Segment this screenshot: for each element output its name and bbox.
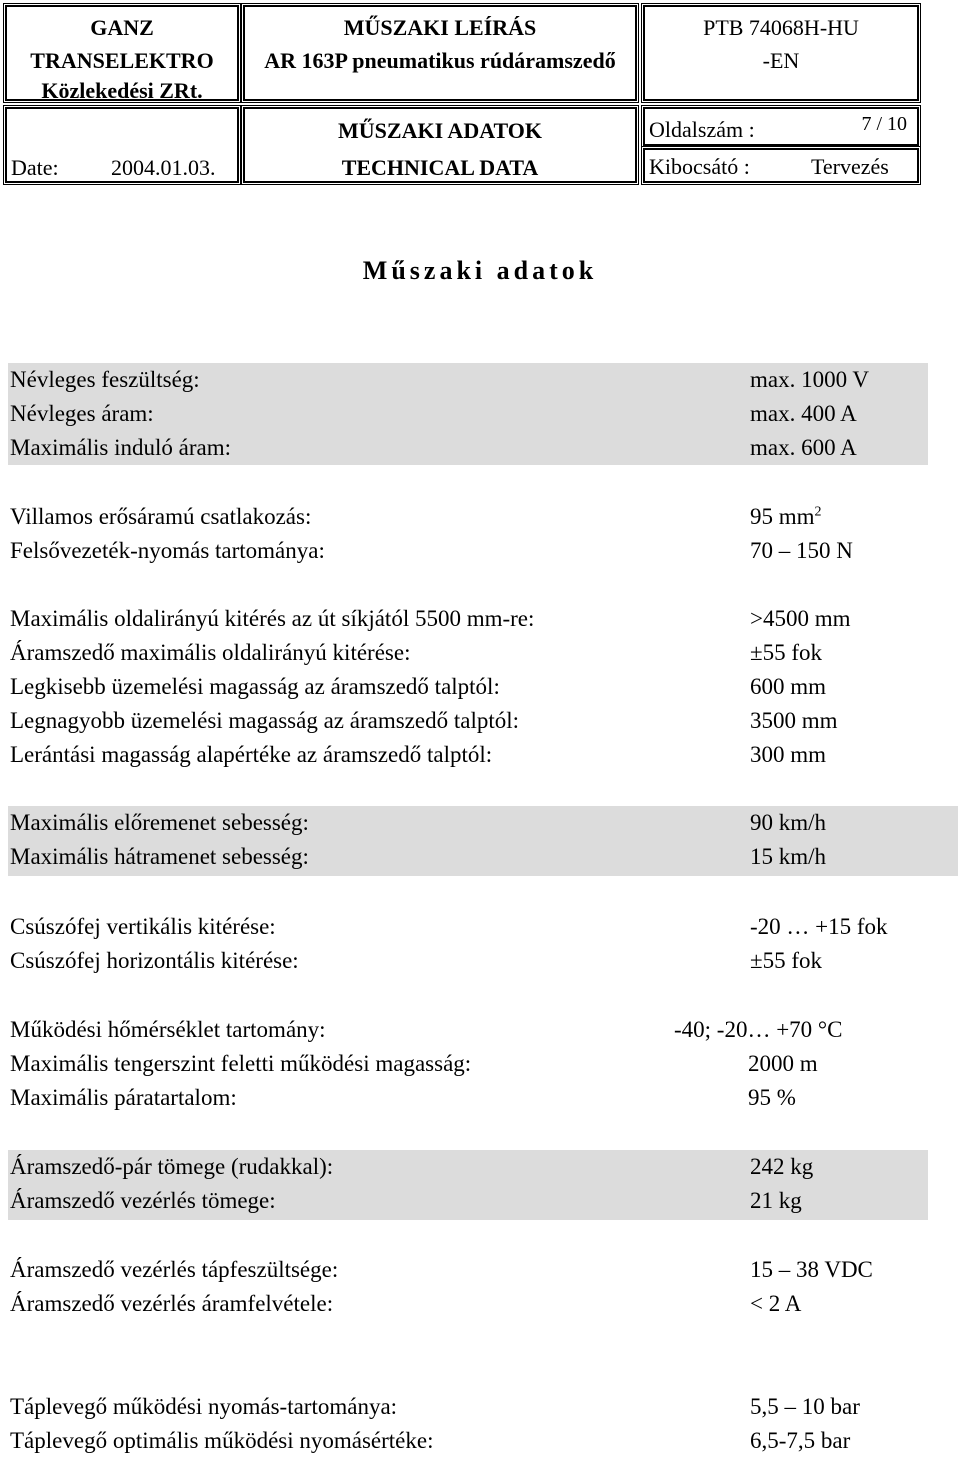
- doc-type-cell: [243, 5, 637, 101]
- row-value: [750, 602, 851, 636]
- row-value-text: 21 kg: [750, 1188, 802, 1213]
- row-value: [750, 500, 822, 534]
- company-line-1: GANZ: [90, 15, 154, 40]
- row-value-text: max. 600 A: [750, 435, 857, 460]
- page-number: 7 / 10: [861, 113, 907, 135]
- data-row: [10, 500, 950, 534]
- data-row: [10, 397, 950, 431]
- data-row: [10, 1424, 950, 1458]
- row-value-text: ±55 fok: [750, 948, 823, 973]
- row-value: [750, 363, 869, 397]
- row-value-text: max. 1000 V: [750, 367, 870, 392]
- row-value-text: 15 – 38 VDC: [750, 1257, 873, 1282]
- row-value: [750, 738, 826, 772]
- row-value-text: max. 400 A: [750, 401, 857, 426]
- row-value: [750, 1424, 850, 1458]
- date-value: 2004.01.03.: [111, 155, 216, 180]
- row-label: Maximális oldalirányú kitérés az út síkjától 5500 mm-re:: [10, 606, 535, 631]
- row-value-text: 15 km/h: [750, 844, 827, 869]
- row-value: [750, 910, 888, 944]
- row-value: [750, 670, 826, 704]
- data-row: [10, 910, 950, 944]
- data-row: [10, 1253, 950, 1287]
- data-row: [10, 1390, 950, 1424]
- row-label: Áramszedő vezérlés áramfelvétele:: [10, 1291, 334, 1316]
- data-row: [10, 1047, 950, 1081]
- row-value: [750, 1184, 802, 1218]
- row-value-text: ±55 fok: [750, 640, 823, 665]
- row-value: [750, 1150, 813, 1184]
- row-label: Villamos erősáramú csatlakozás:: [10, 504, 312, 529]
- row-value-text: 90 km/h: [750, 810, 827, 835]
- row-label: Maximális hátramenet sebesség:: [10, 844, 309, 869]
- row-label: Lerántási magasság alapértéke az áramszedő talptól:: [10, 742, 493, 767]
- row-value: [750, 944, 822, 978]
- data-row: [10, 431, 950, 465]
- data-row: [10, 738, 950, 772]
- row-value-text: 3500 mm: [750, 708, 838, 733]
- row-label: Maximális páratartalom:: [10, 1085, 237, 1110]
- row-label: Áramszedő-pár tömege (rudakkal):: [10, 1154, 334, 1179]
- doc-type: MŰSZAKI LEÍRÁS: [343, 15, 537, 40]
- issuer-value: Tervezés: [811, 154, 889, 179]
- doc-code-cell: [643, 5, 919, 101]
- data-row: [10, 1013, 950, 1047]
- data-row: [10, 636, 950, 670]
- row-value-text: < 2 A: [750, 1291, 802, 1316]
- row-label: Névleges feszültség:: [10, 367, 200, 392]
- row-label: Táplevegő működési nyomás-tartománya:: [10, 1394, 398, 1419]
- row-value: [750, 1287, 801, 1321]
- data-row: [10, 1184, 950, 1218]
- row-value: [674, 1013, 842, 1047]
- row-value-text: 600 mm: [750, 674, 827, 699]
- row-value-text: 2000 m: [748, 1051, 818, 1076]
- row-label: Csúszófej horizontális kitérése:: [10, 948, 299, 973]
- data-row: [10, 534, 950, 568]
- data-row: [10, 602, 950, 636]
- row-value: [748, 1081, 796, 1115]
- company-line-2: TRANSELEKTRO: [30, 48, 214, 73]
- row-value: [750, 636, 822, 670]
- row-value: [750, 840, 826, 874]
- data-row: [10, 1150, 950, 1184]
- row-label: Csúszófej vertikális kitérése:: [10, 914, 276, 939]
- row-value: [750, 431, 857, 465]
- data-row: [10, 1081, 950, 1115]
- row-value-text: 242 kg: [750, 1154, 814, 1179]
- date-cell: [5, 107, 239, 183]
- section-title-hu: MŰSZAKI ADATOK: [338, 118, 542, 143]
- row-value-text: 6,5-7,5 bar: [750, 1428, 851, 1453]
- row-value: [750, 1390, 860, 1424]
- row-label: Felsővezeték-nyomás tartománya:: [10, 538, 325, 563]
- data-row: [10, 840, 950, 874]
- row-value-text: 5,5 – 10 bar: [750, 1394, 860, 1419]
- row-label: Legkisebb üzemelési magasság az áramszedő talptól:: [10, 674, 500, 699]
- row-value: [748, 1047, 818, 1081]
- data-row: [10, 704, 950, 738]
- row-value: [750, 397, 857, 431]
- doc-code-line-2: -EN: [762, 48, 800, 73]
- company-line-3: Közlekedési ZRt.: [41, 78, 203, 103]
- row-value: [750, 806, 826, 840]
- page-label: Oldalszám :: [649, 117, 755, 142]
- row-value-superscript: 2: [814, 504, 822, 520]
- company-cell: [5, 5, 239, 101]
- row-value-text: 70 – 150 N: [750, 538, 853, 563]
- page-cell: [643, 107, 919, 146]
- row-value-text: 95 %: [748, 1085, 796, 1110]
- row-label: Működési hőmérséklet tartomány:: [10, 1017, 326, 1042]
- data-row: [10, 670, 950, 704]
- row-value-text: -40; -20… +70 °C: [674, 1017, 843, 1042]
- issuer-label: Kibocsátó :: [649, 154, 750, 179]
- row-label: Legnagyobb üzemelési magasság az áramszedő talptól:: [10, 708, 519, 733]
- data-row: [10, 806, 950, 840]
- row-value: [750, 1253, 873, 1287]
- row-label: Áramszedő vezérlés tápfeszültsége:: [10, 1257, 339, 1282]
- row-label: Maximális tengerszint feletti működési magasság:: [10, 1051, 472, 1076]
- row-value-text: >4500 mm: [750, 606, 851, 631]
- row-label: Névleges áram:: [10, 401, 154, 426]
- section-title-en: TECHNICAL DATA: [341, 155, 539, 180]
- data-row: [10, 944, 950, 978]
- row-label: Maximális induló áram:: [10, 435, 232, 460]
- row-label: Áramszedő maximális oldalirányú kitérése:: [10, 640, 411, 665]
- row-value: [750, 534, 853, 568]
- issuer-cell: [643, 148, 919, 183]
- row-label: Táplevegő optimális működési nyomásértéke:: [10, 1428, 434, 1453]
- row-value: [750, 704, 838, 738]
- row-label: Áramszedő vezérlés tömege:: [10, 1188, 276, 1213]
- row-label: Maximális előremenet sebesség:: [10, 810, 309, 835]
- row-value-text: -20 … +15 fok: [750, 914, 888, 939]
- document-header: [3, 3, 921, 183]
- page-title: Műszaki adatok: [362, 256, 598, 285]
- section-cell: [243, 107, 637, 183]
- row-value-text: 95 mm: [750, 504, 815, 529]
- doc-subject: AR 163P pneumatikus rúdáramszedő: [264, 48, 616, 73]
- data-row: [10, 363, 950, 397]
- doc-code-line-1: PTB 74068H-HU: [703, 15, 859, 40]
- date-label: Date:: [11, 155, 59, 180]
- row-value-text: 300 mm: [750, 742, 827, 767]
- data-row: [10, 1287, 950, 1321]
